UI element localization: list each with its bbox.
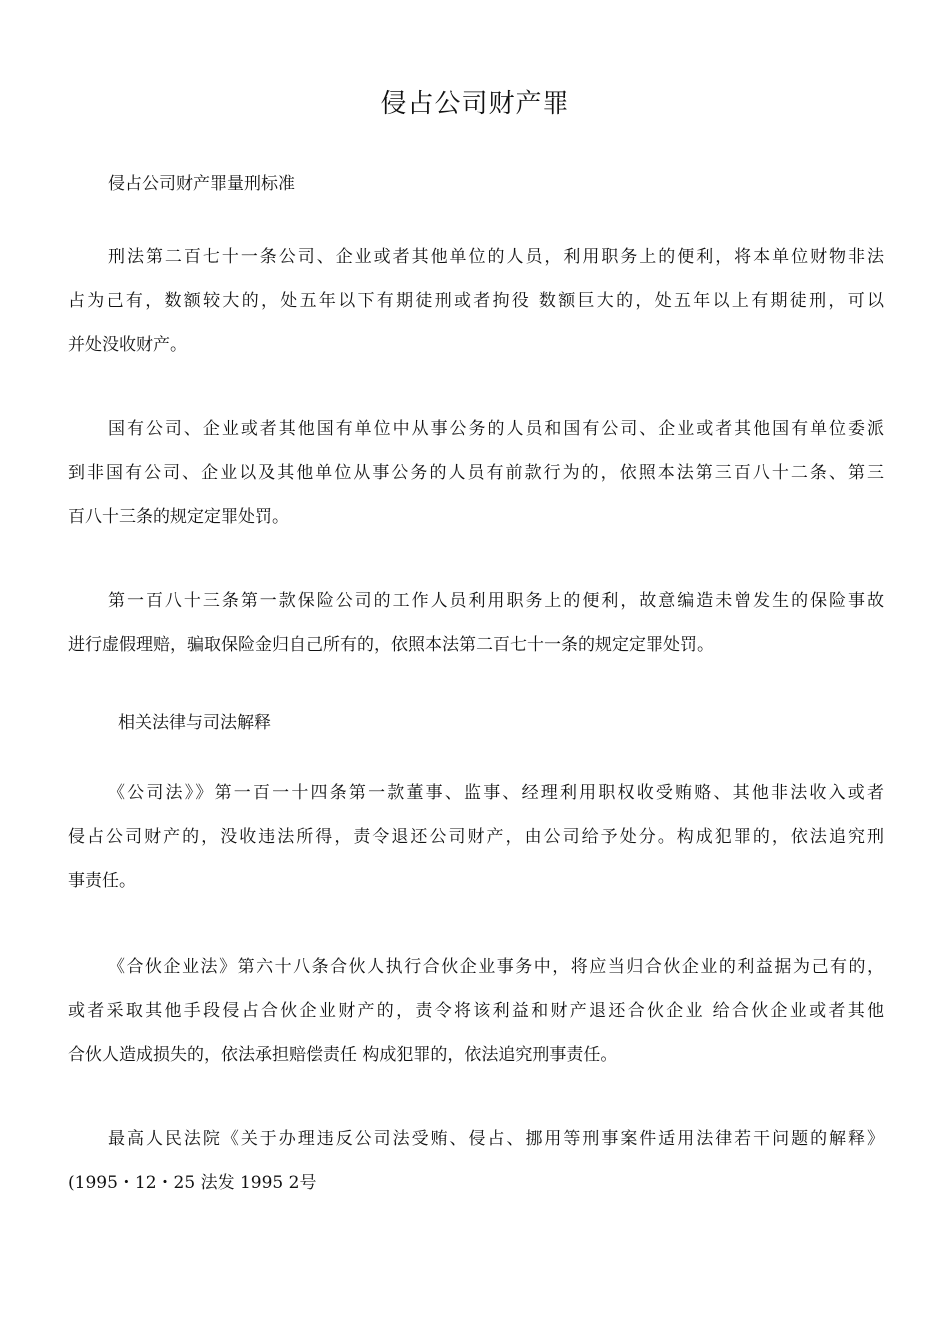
paragraph-state-owned <box>68 407 884 539</box>
paragraph-article-271 <box>68 235 884 367</box>
paragraph-article-183 <box>68 579 884 667</box>
paragraph-line: 百八十三条的规定定罪处罚。 <box>68 507 289 527</box>
paragraph-company-law <box>68 771 884 903</box>
paragraph-line: 或者采取其他手段侵占合伙企业财产的，责令将该利益和财产退还合伙企业 给合伙企业或者其他 <box>68 1001 884 1021</box>
paragraph-partnership-law <box>68 945 884 1077</box>
paragraph-line: 最高人民法院《关于办理违反公司法受贿、侵占、挪用等刑事案件适用法律若干问题的解释》 <box>108 1129 884 1149</box>
section-heading-related-laws: 相关法律与司法解释 <box>118 713 271 733</box>
paragraph-line: 国有公司、企业或者其他国有单位中从事公务的人员和国有公司、企业或者其他国有单位委派 <box>108 419 884 439</box>
paragraph-line: 侵占公司财产的，没收违法所得，责令退还公司财产，由公司给予处分。构成犯罪的，依法追究刑 <box>68 827 884 847</box>
paragraph-line: 《合伙企业法》第六十八条合伙人执行合伙企业事务中，将应当归合伙企业的利益据为己有的， <box>108 957 884 977</box>
paragraph-line: 到非国有公司、企业以及其他单位从事公务的人员有前款行为的，依照本法第三百八十二条、第三 <box>68 463 884 483</box>
document-title: 侵占公司财产罪 <box>380 89 570 119</box>
section-heading-sentencing: 侵占公司财产罪量刑标准 <box>108 174 295 194</box>
paragraph-line: 事责任。 <box>68 871 136 891</box>
paragraph-line: 进行虚假理赔，骗取保险金归自己所有的，依照本法第二百七十一条的规定定罪处罚。 <box>68 635 714 655</box>
paragraph-line: 第一百八十三条第一款保险公司的工作人员利用职务上的便利，故意编造未曾发生的保险事故 <box>108 591 884 611</box>
paragraph-line: (1995・12・25 法发 1995 2号 <box>68 1173 317 1193</box>
paragraph-line: 占为己有，数额较大的，处五年以下有期徒刑或者拘役 数额巨大的，处五年以上有期徒刑，可以 <box>68 291 884 311</box>
paragraph-supreme-court-interpretation <box>68 1117 884 1205</box>
paragraph-line: 《公司法》》第一百一十四条第一款董事、监事、经理利用职权收受贿赂、其他非法收入或者 <box>108 783 884 803</box>
paragraph-line: 合伙人造成损失的，依法承担赔偿责任 构成犯罪的，依法追究刑事责任。 <box>68 1045 618 1065</box>
paragraph-line: 刑法第二百七十一条公司、企业或者其他单位的人员，利用职务上的便利，将本单位财物非法 <box>108 247 884 267</box>
paragraph-line: 并处没收财产。 <box>68 335 187 355</box>
